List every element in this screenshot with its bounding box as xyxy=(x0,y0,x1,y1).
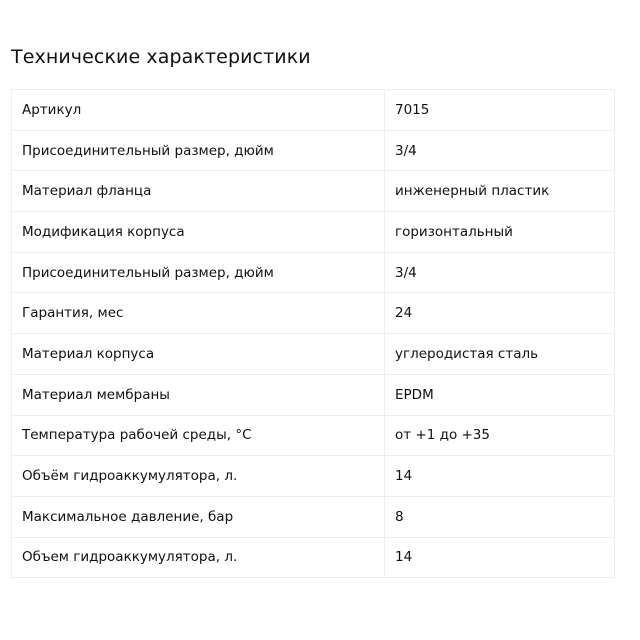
spec-name: Максимальное давление, бар xyxy=(12,496,385,537)
spec-name: Материал корпуса xyxy=(12,334,385,375)
spec-value: 14 xyxy=(385,537,615,578)
table-row xyxy=(12,90,615,131)
spec-name: Материал мембраны xyxy=(12,374,385,415)
table-row xyxy=(12,171,615,212)
spec-value: горизонтальный xyxy=(385,212,615,253)
spec-value: 3/4 xyxy=(385,252,615,293)
table-row xyxy=(12,130,615,171)
table-row xyxy=(12,456,615,497)
spec-value: 3/4 xyxy=(385,130,615,171)
spec-name: Объём гидроаккумулятора, л. xyxy=(12,456,385,497)
spec-value: 8 xyxy=(385,496,615,537)
spec-name: Объем гидроаккумулятора, л. xyxy=(12,537,385,578)
spec-value: углеродистая сталь xyxy=(385,334,615,375)
table-row xyxy=(12,293,615,334)
spec-name: Температура рабочей среды, °C xyxy=(12,415,385,456)
spec-name: Артикул xyxy=(12,90,385,131)
table-row xyxy=(12,212,615,253)
table-row xyxy=(12,415,615,456)
spec-value: от +1 до +35 xyxy=(385,415,615,456)
table-row xyxy=(12,252,615,293)
spec-value: 7015 xyxy=(385,90,615,131)
spec-name: Материал фланца xyxy=(12,171,385,212)
spec-name: Гарантия, мес xyxy=(12,293,385,334)
table-row xyxy=(12,496,615,537)
spec-value: EPDM xyxy=(385,374,615,415)
spec-name: Присоединительный размер, дюйм xyxy=(12,130,385,171)
page-title: Технические характеристики xyxy=(11,46,311,68)
spec-value: 14 xyxy=(385,456,615,497)
spec-value: 24 xyxy=(385,293,615,334)
spec-value: инженерный пластик xyxy=(385,171,615,212)
spec-name: Присоединительный размер, дюйм xyxy=(12,252,385,293)
table-row xyxy=(12,374,615,415)
specs-table xyxy=(11,89,615,578)
spec-name: Модификация корпуса xyxy=(12,212,385,253)
table-row xyxy=(12,334,615,375)
table-row xyxy=(12,537,615,578)
